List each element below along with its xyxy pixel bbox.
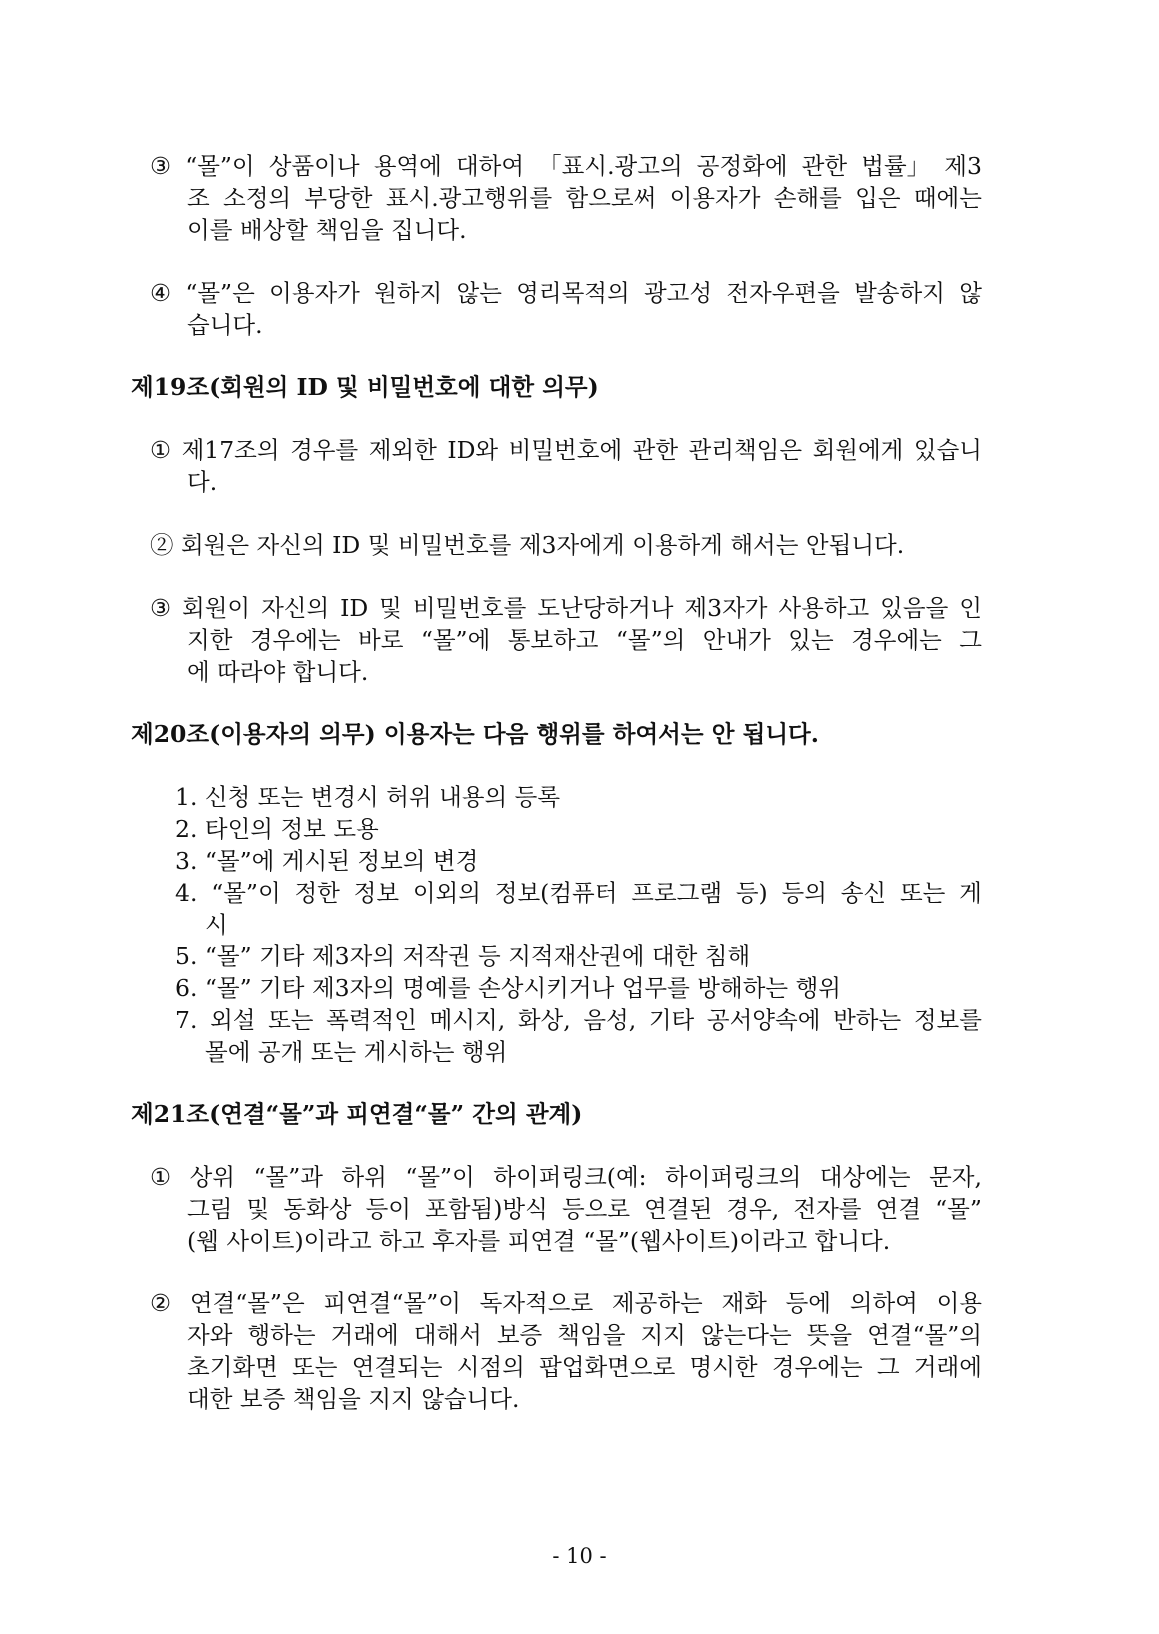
text-line: 이를 배상할 책임을 집니다. xyxy=(187,216,467,244)
text-line: ① 상위 “몰”과 하위 “몰”이 하이퍼링크(예: 하이퍼링크의 대상에는 문자, xyxy=(150,1163,982,1191)
text-line: 초기화면 또는 연결되는 시점의 팝업화면으로 명시한 경우에는 그 거래에 xyxy=(187,1353,982,1381)
article-19-heading: 제19조(회원의 ID 및 비밀번호에 대한 의무) xyxy=(131,373,599,401)
text-line: ② 회원은 자신의 ID 및 비밀번호를 제3자에게 이용하게 해서는 안됩니다. xyxy=(150,531,905,559)
page-number: - 10 - xyxy=(552,1544,607,1568)
text-line: 조 소정의 부당한 표시.광고행위를 함으로써 이용자가 손해를 입은 때에는 xyxy=(187,184,982,212)
list-item: 6. “몰” 기타 제3자의 명예를 손상시키거나 업무를 방해하는 행위 xyxy=(175,974,841,1002)
list-item: 3. “몰”에 게시된 정보의 변경 xyxy=(175,847,479,875)
list-item-continuation: 몰에 공개 또는 게시하는 행위 xyxy=(205,1038,508,1066)
article-20-heading: 제20조(이용자의 의무) 이용자는 다음 행위를 하여서는 안 됩니다. xyxy=(131,720,819,748)
text-line: 그림 및 동화상 등이 포함됨)방식 등으로 연결된 경우, 전자를 연결 “몰” xyxy=(187,1195,982,1223)
list-item: 4. “몰”이 정한 정보 이외의 정보(컴퓨터 프로그램 등) 등의 송신 또는 게 xyxy=(175,879,982,907)
text-line: 자와 행하는 거래에 대해서 보증 책임을 지지 않는다는 뜻을 연결“몰”의 xyxy=(187,1321,982,1349)
list-item: 2. 타인의 정보 도용 xyxy=(175,815,379,843)
text-line: 지한 경우에는 바로 “몰”에 통보하고 “몰”의 안내가 있는 경우에는 그 xyxy=(187,626,982,654)
text-line: ① 제17조의 경우를 제외한 ID와 비밀번호에 관한 관리책임은 회원에게 있습니 xyxy=(150,436,982,464)
list-item-continuation: 시 xyxy=(205,911,228,939)
text-line: 대한 보증 책임을 지지 않습니다. xyxy=(187,1385,520,1413)
text-line: ③ 회원이 자신의 ID 및 비밀번호를 도난당하거나 제3자가 사용하고 있음을 인 xyxy=(150,594,982,622)
text-line: ④ “몰”은 이용자가 원하지 않는 영리목적의 광고성 전자우편을 발송하지 않 xyxy=(150,279,982,307)
text-line: ② 연결“몰”은 피연결“몰”이 독자적으로 제공하는 재화 등에 의하여 이용 xyxy=(150,1289,982,1317)
text-line: ③ “몰”이 상품이나 용역에 대하여 「표시.광고의 공정화에 관한 법률」 제3 xyxy=(150,152,982,180)
list-item: 7. 외설 또는 폭력적인 메시지, 화상, 음성, 기타 공서양속에 반하는 정보를 xyxy=(175,1006,982,1034)
text-line: 에 따라야 합니다. xyxy=(187,658,369,686)
text-line: (웹 사이트)이라고 하고 후자를 피연결 “몰”(웹사이트)이라고 합니다. xyxy=(187,1227,891,1255)
article-21-heading: 제21조(연결“몰”과 피연결“몰” 간의 관계) xyxy=(131,1100,583,1128)
text-line: 다. xyxy=(187,468,218,496)
list-item: 1. 신청 또는 변경시 허위 내용의 등록 xyxy=(175,783,561,811)
list-item: 5. “몰” 기타 제3자의 저작권 등 지적재산권에 대한 침해 xyxy=(175,942,751,970)
text-line: 습니다. xyxy=(187,311,263,339)
